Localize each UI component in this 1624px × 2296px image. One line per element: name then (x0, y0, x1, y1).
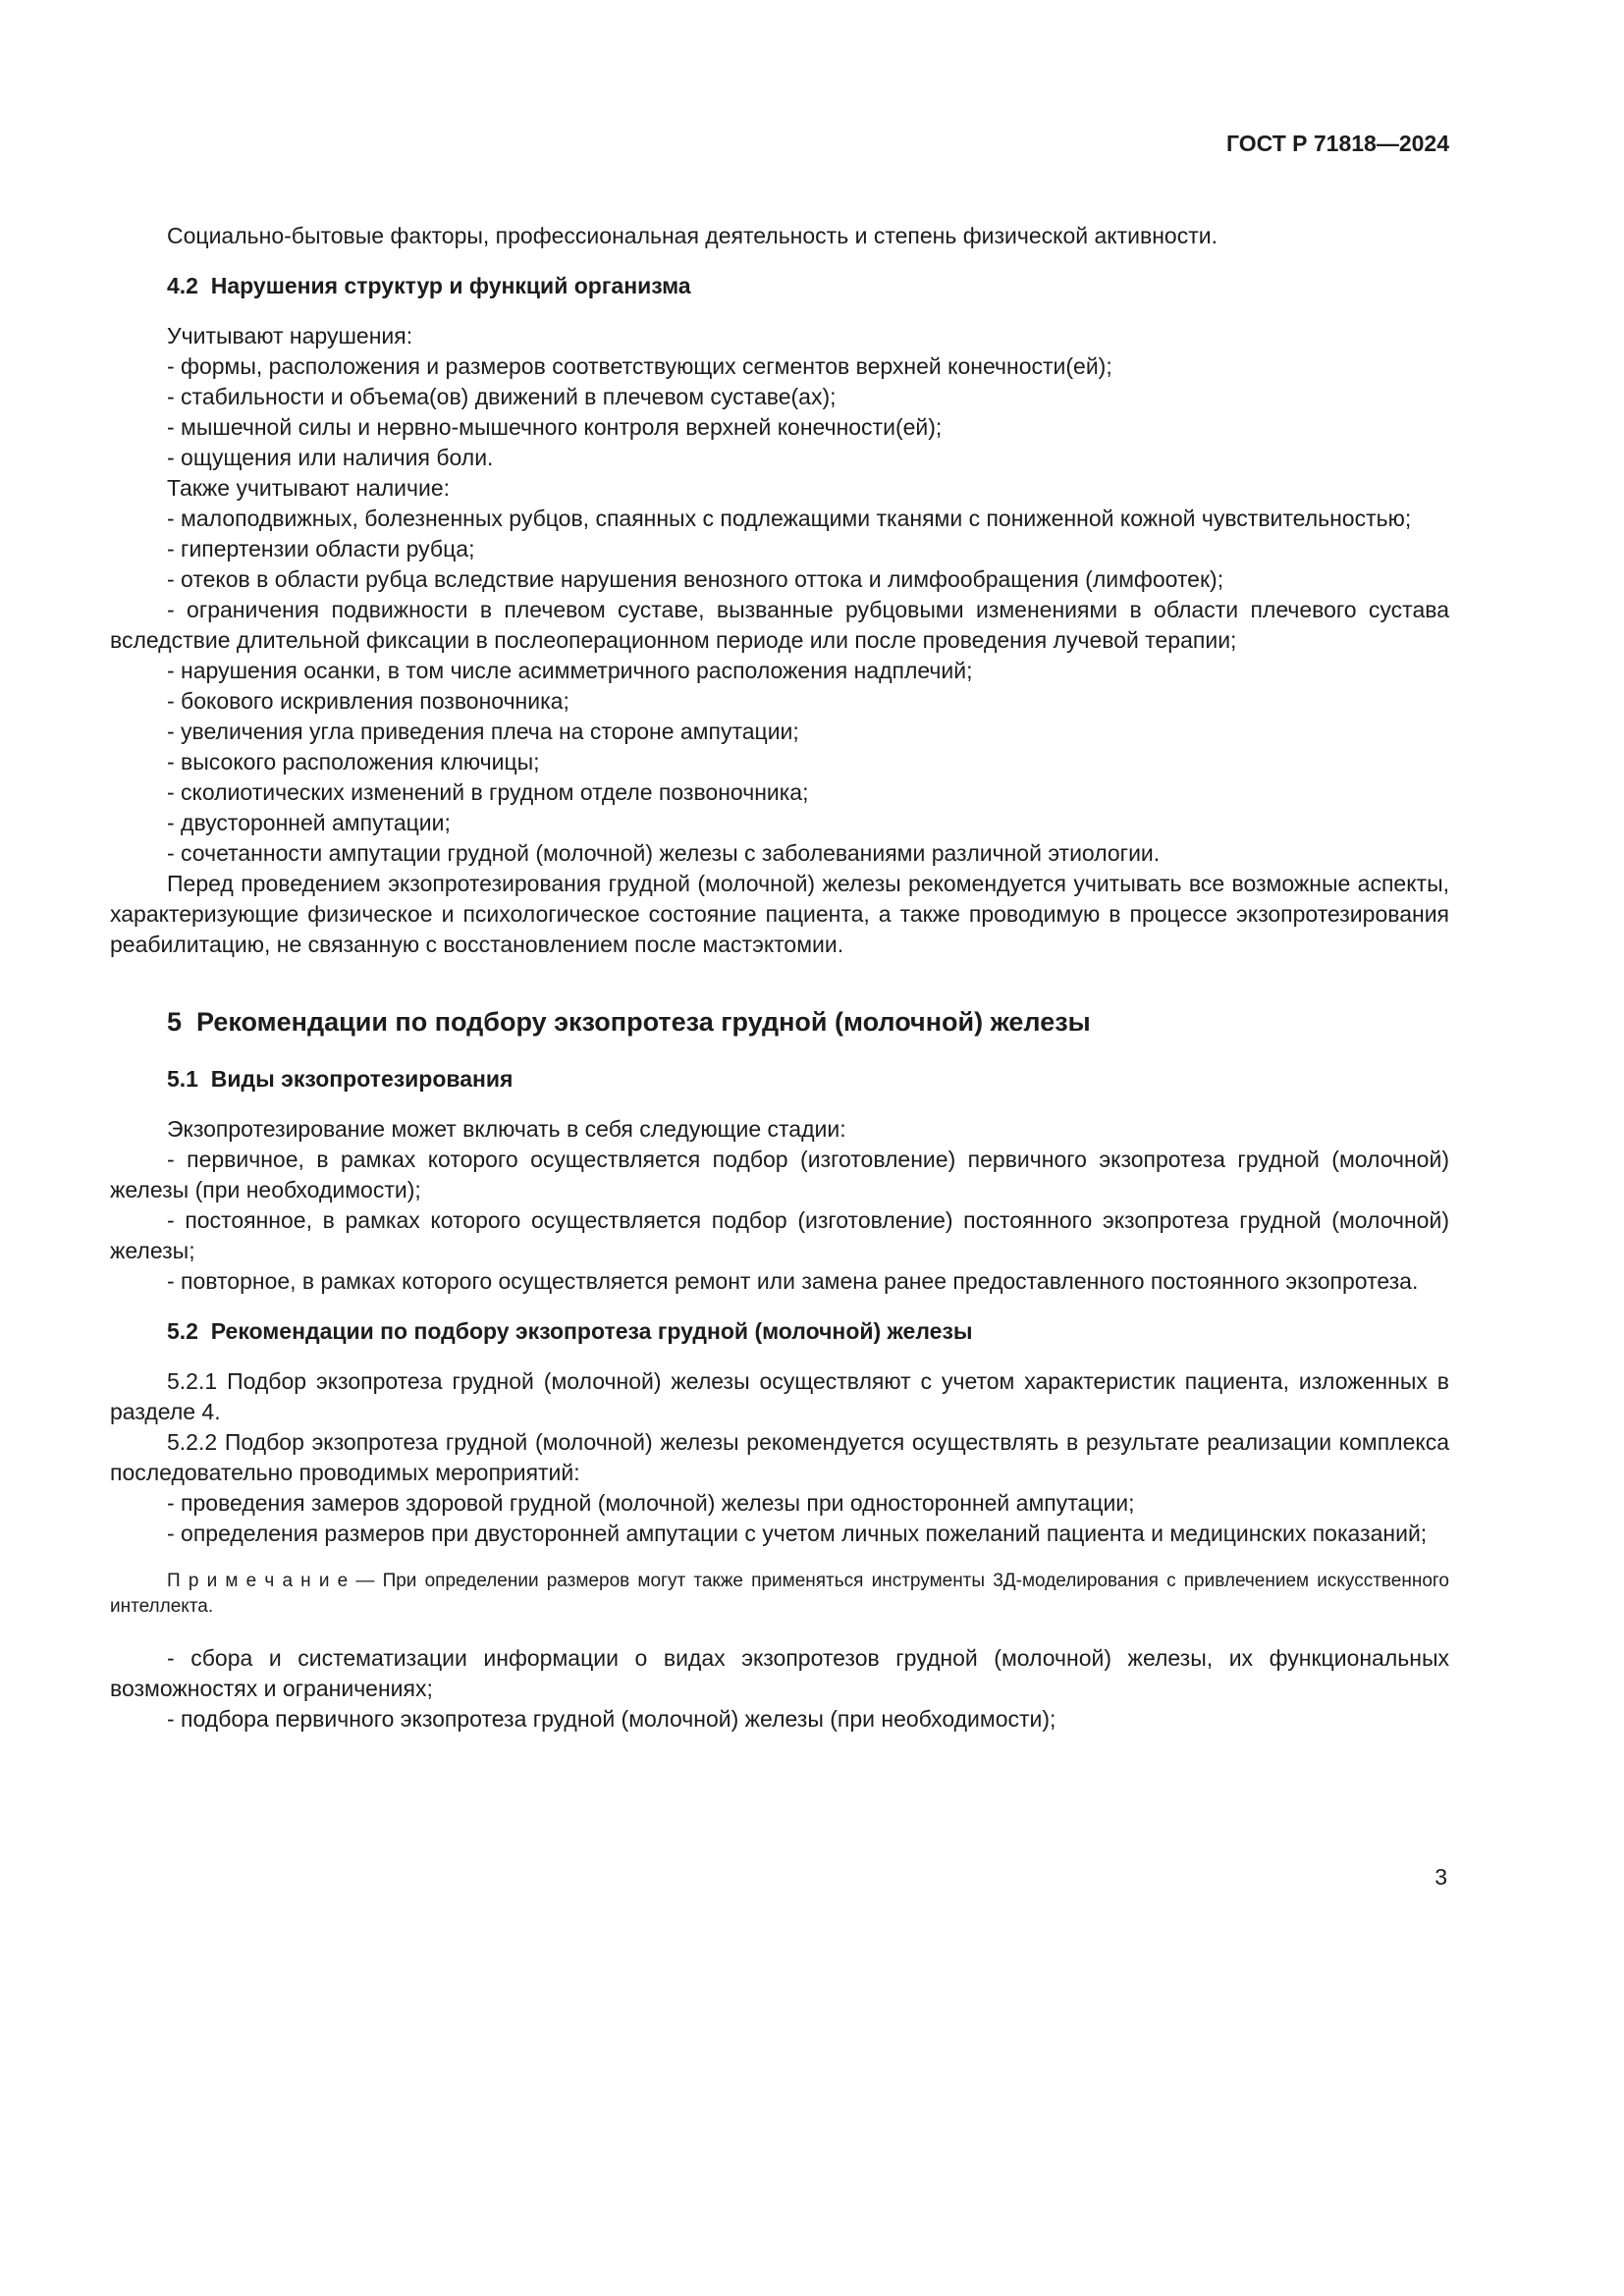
list-item: - двусторонней ампутации; (167, 810, 451, 835)
list-item: - увеличения угла приведения плеча на стороне ампутации; (167, 719, 799, 744)
paragraph-lead-stages: Экзопротезирование может включать в себя следующие стадии: (167, 1116, 846, 1142)
list-item: - отеков в области рубца вследствие нарушения венозного оттока и лимфообращения (лимфоотек); (167, 566, 1224, 592)
list-item: - формы, расположения и размеров соответствующих сегментов верхней конечности(ей); (167, 353, 1112, 379)
paragraph-5-2-1: 5.2.1 Подбор экзопротеза грудной (молочной) железы осуществляют с учетом характеристик пациента, изложенных в разделе 4. (110, 1368, 1449, 1424)
list-item: - стабильности и объема(ов) движений в плечевом суставе(ах); (167, 384, 837, 409)
note: П р и м е ч а н и е — При определении размеров могут также применяться инструменты 3Д-моделирования с привлечением искусственного интеллекта. (110, 1571, 1449, 1617)
heading-4-2: 4.2 Нарушения структур и функций организма (167, 273, 691, 298)
list-item: - проведения замеров здоровой грудной (молочной) железы при односторонней ампутации; (167, 1490, 1135, 1516)
list-item: - ощущения или наличия боли. (167, 445, 494, 470)
list-item: - повторное, в рамках которого осуществляется ремонт или замена ранее предоставленного постоянного экзопротеза. (167, 1268, 1419, 1294)
list-item: - высокого расположения ключицы; (167, 749, 540, 774)
list-item: - мышечной силы и нервно-мышечного контроля верхней конечности(ей); (167, 414, 943, 440)
paragraph-lead-violations: Учитывают нарушения: (167, 323, 413, 348)
document-content (110, 221, 1449, 1735)
heading-5: 5 Рекомендации по подбору экзопротеза грудной (молочной) железы (167, 1007, 1091, 1037)
list-item: - подбора первичного экзопротеза грудной (молочной) железы (при необходимости); (167, 1706, 1056, 1732)
list-item: - ограничения подвижности в плечевом суставе, вызванные рубцовыми изменениями в области плечевого сустава вследствие длительной фиксации в послеоперационном периоде или после проведения лучевой терапии; (110, 597, 1449, 653)
doc-code: ГОСТ Р 71818—2024 (1226, 131, 1449, 156)
paragraph-social-factors: Социально-бытовые факторы, профессиональная деятельность и степень физической активности. (167, 223, 1218, 248)
list-item: - сочетанности ампутации грудной (молочной) железы с заболеваниями различной этиологии. (167, 840, 1161, 866)
heading-5-2: 5.2 Рекомендации по подбору экзопротеза грудной (молочной) железы (167, 1318, 973, 1344)
list-item: - нарушения осанки, в том числе асимметричного расположения надплечий; (167, 658, 973, 683)
paragraph-5-2-2: 5.2.2 Подбор экзопротеза грудной (молочной) железы рекомендуется осуществлять в результате реализации комплекса последовательно проводимых мероприятий: (110, 1429, 1449, 1485)
list-item: - малоподвижных, болезненных рубцов, спаянных с подлежащими тканями с пониженной кожной чувствительностью; (167, 506, 1412, 531)
paragraph-lead-presence: Также учитывают наличие: (167, 475, 451, 501)
page-number: 3 (1435, 1864, 1447, 1890)
list-item: - первичное, в рамках которого осуществляется подбор (изготовление) первичного экзопротеза грудной (молочной) железы (при необходимости); (110, 1147, 1449, 1202)
list-item: - сколиотических изменений в грудном отделе позвоночника; (167, 779, 809, 805)
list-item: - сбора и систематизации информации о видах экзопротезов грудной (молочной) железы, их функциональных возможностях и ограничениях; (110, 1645, 1449, 1701)
heading-5-1: 5.1 Виды экзопротезирования (167, 1066, 514, 1092)
document-header (110, 98, 1449, 189)
list-item: - постоянное, в рамках которого осуществляется подбор (изготовление) постоянного экзопротеза грудной (молочной) железы; (110, 1207, 1449, 1263)
list-item: - гипертензии области рубца; (167, 536, 475, 561)
list-item: - бокового искривления позвоночника; (167, 688, 569, 714)
list-item: - определения размеров при двусторонней ампутации с учетом личных пожеланий пациента и медицинских показаний; (167, 1521, 1428, 1546)
paragraph-before-exoprosthetics: Перед проведением экзопротезирования грудной (молочной) железы рекомендуется учитывать все возможные аспекты, характеризующие физическое и психологическое состояние пациента, а также проводимую в процессе экзопротезирования реабилитацию, не связанную с восстановлением после мастэктомии. (110, 871, 1449, 957)
